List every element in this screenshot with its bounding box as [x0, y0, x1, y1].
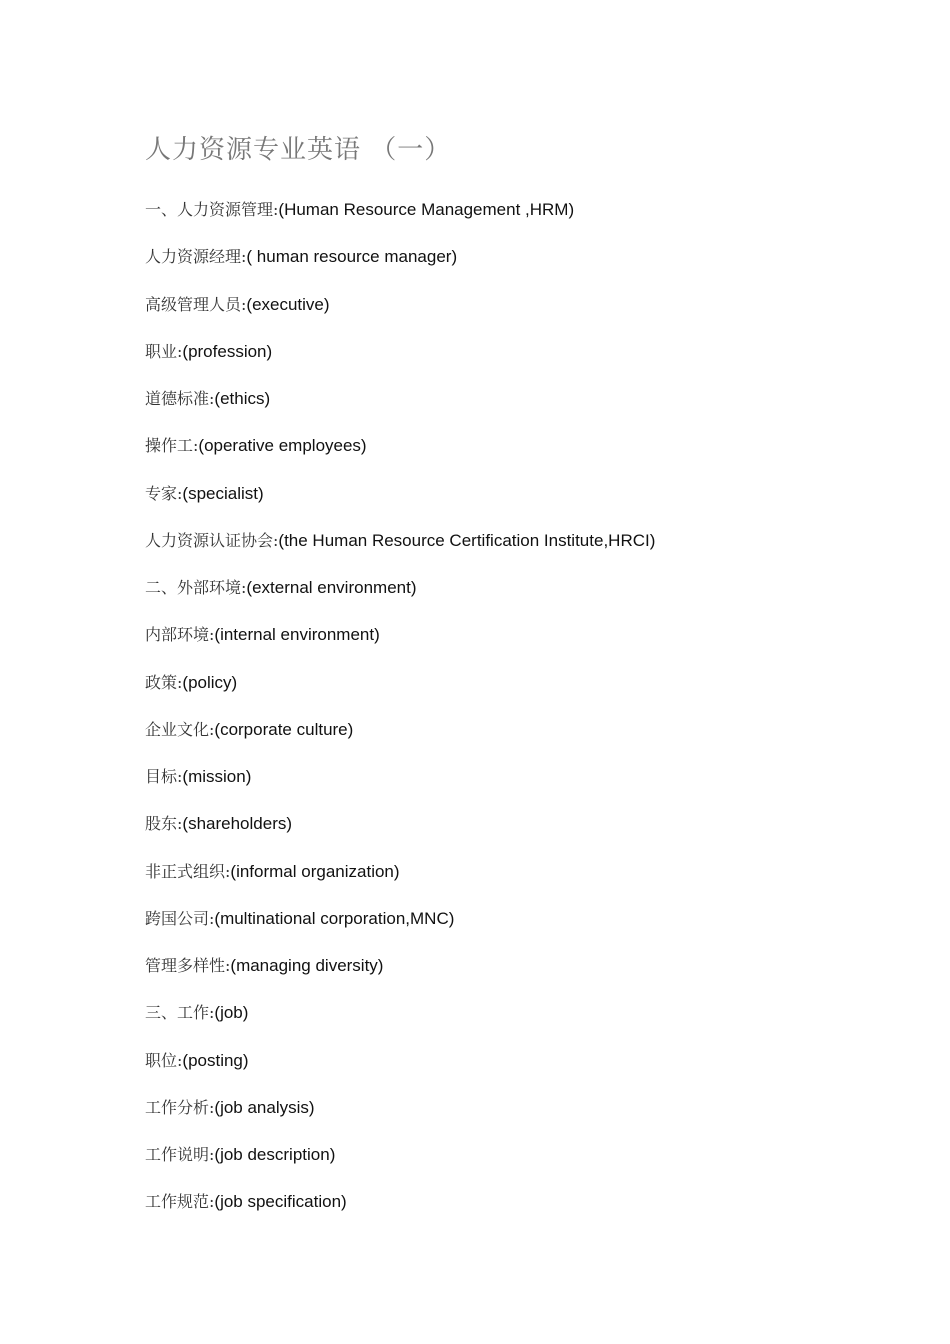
- term-chinese: 非正式组织:: [145, 861, 231, 881]
- term-chinese: 专家:: [145, 483, 183, 503]
- term-entry: [145, 293, 655, 340]
- term-english: (posting): [182, 1050, 249, 1070]
- term-entry: [145, 482, 655, 529]
- term-entry: [145, 718, 655, 765]
- term-english: (external environment): [246, 578, 417, 597]
- term-chinese: 人力资源经理:: [145, 247, 247, 267]
- term-english: (job description): [214, 1145, 336, 1164]
- term-entry: [145, 623, 655, 670]
- term-chinese: 工作规范:: [145, 1192, 215, 1212]
- term-english: (profession): [182, 341, 273, 361]
- term-chinese: 道德标准:: [145, 389, 215, 408]
- term-entry: [145, 907, 655, 954]
- term-english: (job specification): [214, 1192, 347, 1212]
- term-entry: [145, 671, 655, 718]
- term-chinese: 人力资源认证协会:: [145, 530, 279, 550]
- term-entry: [145, 529, 655, 576]
- term-english: ( human resource manager): [246, 247, 458, 267]
- term-english: (Human Resource Management ,HRM): [278, 200, 575, 219]
- term-entry: [145, 198, 655, 245]
- term-english: (ethics): [214, 389, 271, 408]
- term-english: (job analysis): [214, 1097, 315, 1117]
- term-chinese: 职业:: [145, 341, 183, 361]
- term-english: (specialist): [182, 483, 264, 503]
- term-chinese: 跨国公司:: [145, 908, 215, 928]
- term-chinese: 目标:: [145, 767, 183, 786]
- term-chinese: 政策:: [145, 672, 183, 692]
- term-english: (managing diversity): [230, 956, 384, 975]
- term-chinese: 一、人力资源管理:: [145, 200, 279, 219]
- term-entry: [145, 1096, 655, 1143]
- term-chinese: 三、工作:: [145, 1003, 215, 1023]
- term-chinese: 二、外部环境:: [145, 578, 247, 597]
- term-entry: [145, 387, 655, 434]
- term-entry: [145, 245, 655, 292]
- term-chinese: 高级管理人员:: [145, 294, 247, 314]
- term-entry: [145, 1190, 655, 1237]
- term-chinese: 操作工:: [145, 436, 199, 456]
- term-entry: [145, 1143, 655, 1190]
- term-entry: [145, 434, 655, 481]
- term-entry: [145, 812, 655, 859]
- term-entry: [145, 576, 655, 623]
- term-english: (shareholders): [182, 814, 293, 834]
- term-entry: [145, 340, 655, 387]
- term-entry: [145, 860, 655, 907]
- term-english: (informal organization): [230, 861, 400, 881]
- term-chinese: 工作分析:: [145, 1097, 215, 1117]
- term-english: (job): [214, 1003, 249, 1023]
- term-english: (operative employees): [198, 436, 367, 456]
- term-english: (multinational corporation,MNC): [214, 908, 455, 928]
- term-english: (executive): [246, 294, 330, 314]
- term-list: [145, 198, 655, 1238]
- term-chinese: 内部环境:: [145, 625, 215, 645]
- term-english: (policy): [182, 672, 238, 692]
- document-title: 人力资源专业英语 （一）: [145, 135, 452, 165]
- term-english: (the Human Resource Certification Institute,HRCI): [278, 530, 656, 550]
- term-english: (mission): [182, 767, 252, 786]
- term-chinese: 职位:: [145, 1050, 183, 1070]
- term-english: (internal environment): [214, 625, 380, 645]
- term-entry: [145, 1049, 655, 1096]
- term-english: (corporate culture): [214, 719, 354, 739]
- term-chinese: 股东:: [145, 814, 183, 834]
- term-chinese: 管理多样性:: [145, 956, 231, 975]
- term-entry: [145, 1001, 655, 1048]
- term-chinese: 企业文化:: [145, 719, 215, 739]
- term-chinese: 工作说明:: [145, 1145, 215, 1164]
- term-entry: [145, 765, 655, 812]
- term-entry: [145, 954, 655, 1001]
